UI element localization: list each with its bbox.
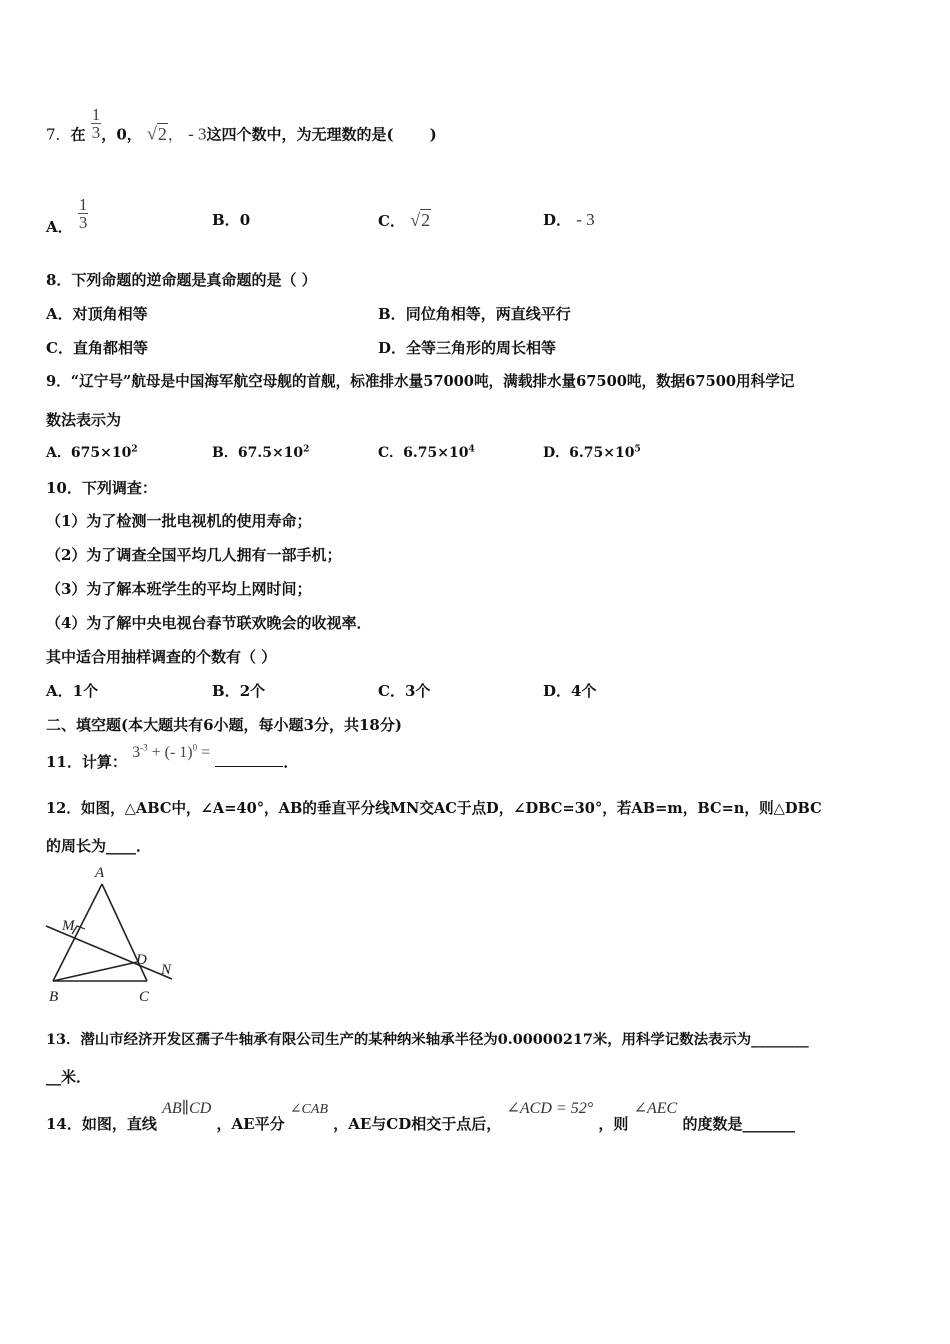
q14-text-1: ，AE平分 bbox=[216, 1115, 285, 1133]
q12-stem-line1: 12．如图，△ABC中，∠A=40°，AB的垂直平分线MN交AC于点D，∠DBC=30°，若AB=m，BC=n，则△DBC bbox=[46, 800, 822, 817]
q14-stem bbox=[46, 1098, 795, 1138]
q8-option-a[interactable]: A．对顶角相等 bbox=[46, 305, 148, 323]
q12-stem-line2: 的周长为____． bbox=[46, 837, 152, 855]
label-b: B bbox=[49, 989, 59, 1005]
q10-option-b[interactable]: B．2个 bbox=[212, 682, 266, 700]
label-a: A bbox=[95, 865, 105, 881]
q10-item-1: （1）为了检测一批电视机的使用寿命； bbox=[46, 512, 312, 530]
q7-option-c[interactable] bbox=[378, 210, 431, 231]
q7-option-a[interactable] bbox=[46, 196, 88, 236]
q11-stem bbox=[46, 742, 298, 776]
q7-d-label: D． bbox=[543, 211, 572, 229]
label-c: C bbox=[139, 989, 150, 1005]
q14-text-4: 的度数是_______ bbox=[682, 1115, 795, 1133]
q11-expression: $3^{-3}$ + (- 1)$^0$ = bbox=[132, 742, 211, 761]
q11-prefix: 11．计算： bbox=[46, 753, 127, 771]
q14-math-parallel: AB∥CD bbox=[162, 1100, 212, 1117]
q9-option-c[interactable]: C．$6.75\times 10^4$ bbox=[378, 444, 475, 461]
label-m: M bbox=[62, 918, 75, 934]
q9-option-d[interactable]: D．$6.75\times 10^5$ bbox=[543, 444, 641, 461]
q13-stem-line2: __米． bbox=[46, 1068, 92, 1086]
q7-prefix: 在 bbox=[70, 125, 86, 144]
q10-option-c[interactable]: C．3个 bbox=[378, 682, 431, 700]
q11-answer-blank[interactable] bbox=[215, 752, 283, 767]
q7-sqrt: √2 bbox=[146, 123, 167, 144]
q7-c-sqrt: √2 bbox=[410, 210, 431, 230]
q14-math-angle-aec: ∠AEC bbox=[633, 1100, 678, 1117]
section-heading: 二、填空题(本大题共有6小题，每小题3分，共18分) bbox=[46, 716, 402, 734]
q8-option-b[interactable]: B．同位角相等，两直线平行 bbox=[378, 305, 571, 323]
q14-math-angle-acd: ∠ACD = 52° bbox=[506, 1100, 594, 1117]
q10-item-2: （2）为了调查全国平均几人拥有一部手机； bbox=[46, 546, 342, 564]
q7-suffix: 这四个数中，为无理数的是( bbox=[206, 125, 394, 144]
q7-neg: - 3 bbox=[188, 124, 207, 144]
label-d: D bbox=[136, 952, 147, 968]
q11-suffix: ． bbox=[283, 753, 299, 771]
q9-option-a[interactable]: A．$675\times 10^2$ bbox=[46, 444, 138, 461]
q9-stem-line1: 9．“辽宁号”航母是中国海军航空母舰的首舰，标准排水量57000吨，满载排水量67500吨，数据67500用科学记 bbox=[46, 373, 795, 390]
q7-option-d[interactable] bbox=[543, 210, 595, 230]
segment-bd bbox=[53, 962, 137, 981]
q10-option-d[interactable]: D．4个 bbox=[543, 682, 597, 700]
q12-triangle-figure bbox=[40, 862, 190, 1007]
q7-number: 7． bbox=[46, 125, 71, 144]
q7-b-value: 0 bbox=[239, 211, 251, 229]
q14-text-3: ，则 bbox=[598, 1115, 629, 1133]
q10-stem: 10．下列调查： bbox=[46, 479, 157, 497]
q10-question: 其中适合用抽样调查的个数有（ ） bbox=[46, 648, 277, 666]
q13-stem-line1: 13．潜山市经济开发区孺子牛轴承有限公司生产的某种纳米轴承半径为0.00000217米，用科学记数法表示为________ bbox=[46, 1031, 809, 1048]
q10-item-3: （3）为了解本班学生的平均上网时间； bbox=[46, 580, 312, 598]
q14-text-2: ，AE与CD相交于点后， bbox=[333, 1115, 502, 1133]
q10-option-a[interactable]: A．1个 bbox=[46, 682, 99, 700]
q9-option-b[interactable]: B．$67.5\times 10^2$ bbox=[212, 444, 310, 461]
q8-stem: 8．下列命题的逆命题是真命题的是（ ） bbox=[46, 271, 317, 289]
q14-prefix: 14．如图，直线 bbox=[46, 1115, 157, 1133]
q8-option-c[interactable]: C．直角都相等 bbox=[46, 339, 148, 357]
q7-b-label: B． bbox=[212, 211, 240, 229]
q7-zero: 0， bbox=[116, 125, 142, 144]
q7-fraction: $\frac{1}{3}$ bbox=[91, 105, 101, 142]
q7-sep2: ， bbox=[167, 127, 183, 144]
q10-item-4: （4）为了解中央电视台春节联欢晚会的收视率． bbox=[46, 614, 372, 632]
q8-option-d[interactable]: D．全等三角形的周长相等 bbox=[378, 339, 557, 357]
q7-stem bbox=[46, 105, 437, 158]
q7-close: ) bbox=[429, 125, 437, 144]
q7-a-fraction: $\frac{1}{3}$ bbox=[78, 195, 88, 232]
q14-math-angle-cab: ∠CAB bbox=[289, 1102, 328, 1117]
q7-sep: ， bbox=[101, 125, 117, 144]
q7-d-value: - 3 bbox=[576, 210, 595, 229]
q7-a-label: A． bbox=[46, 217, 73, 236]
q7-option-b[interactable] bbox=[212, 210, 250, 230]
q9-stem-line2: 数法表示为 bbox=[46, 411, 122, 429]
q7-c-label: C． bbox=[378, 212, 405, 230]
label-n: N bbox=[161, 962, 172, 978]
